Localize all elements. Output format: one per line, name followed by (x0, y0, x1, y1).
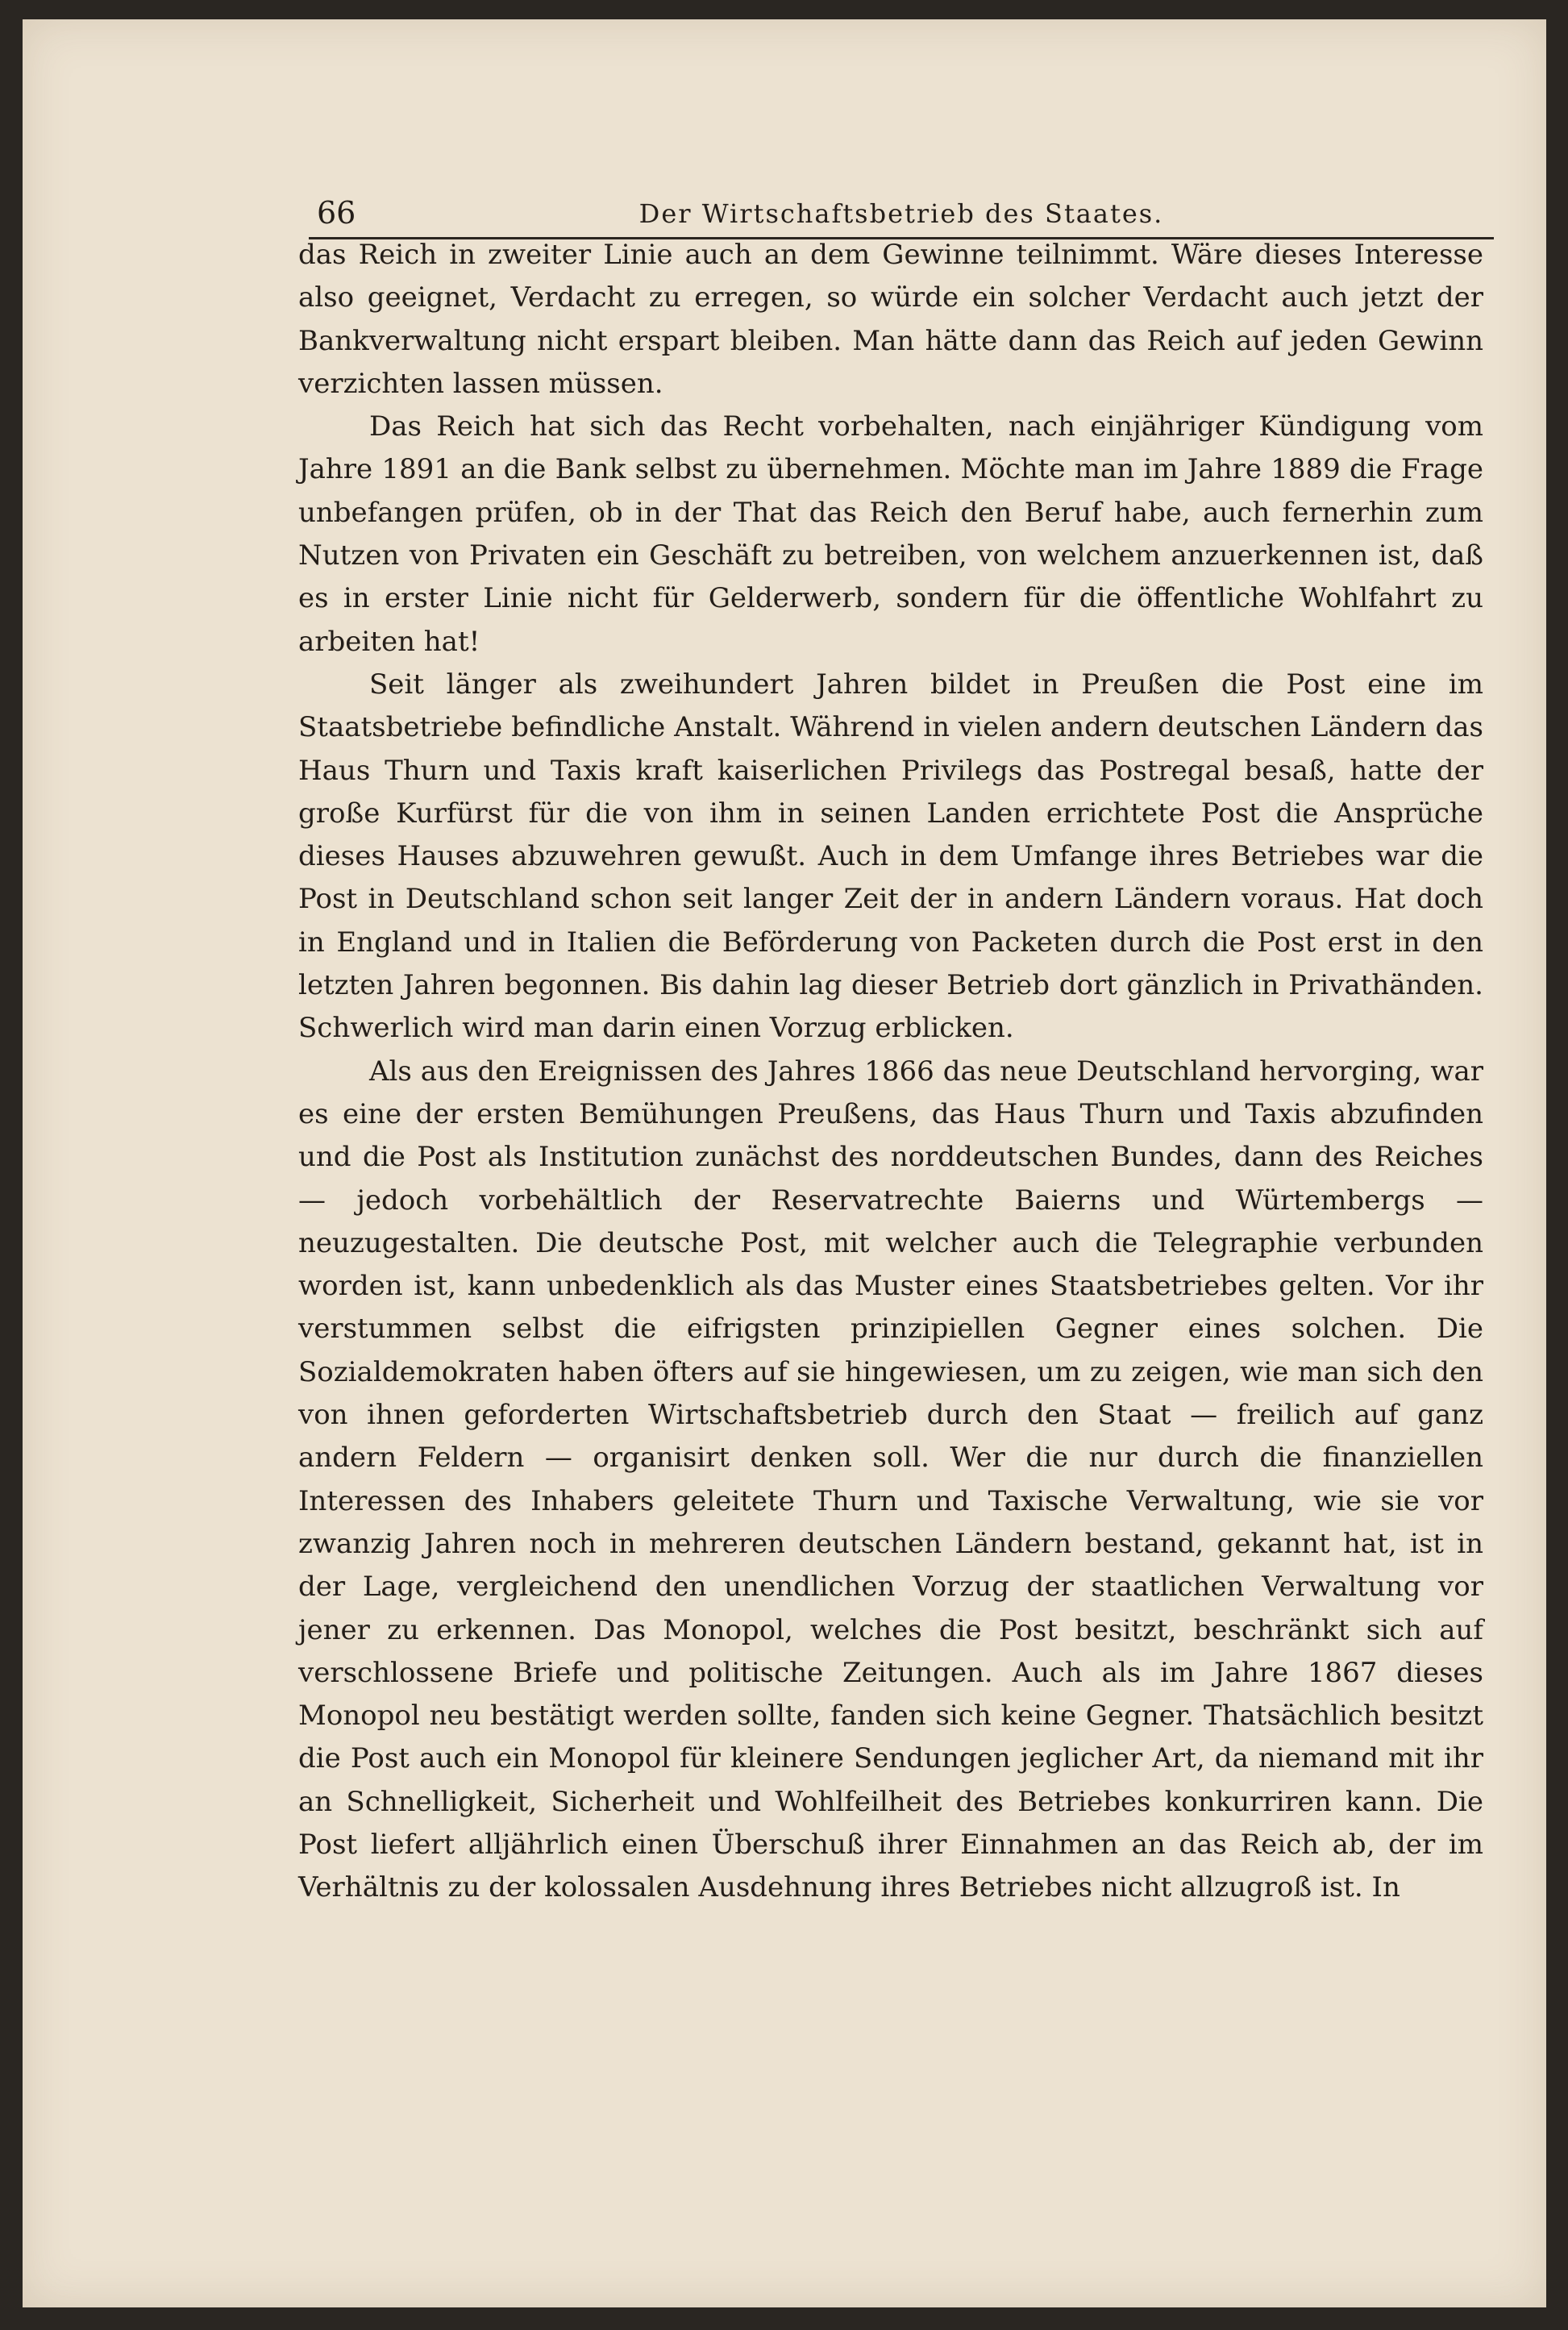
paragraph-2: Das Reich hat sich das Recht vorbehalten, nach einjähriger Kündigung vom Jahre 1891 an die Bank selbst zu übernehmen. Möchte man im Jahre 1889 die Frage unbefangen prüfen, ob in der That das Reich den Beruf habe, auch fernerhin zum Nutzen von Privaten ein Geschäft zu betreiben, von welchem anzuerkennen ist, daß es in erster Linie nicht für Gelderwerb, sondern für die öffentliche Wohlfahrt zu arbeiten hat! (298, 410, 1483, 658)
paragraph-1: das Reich in zweiter Linie auch an dem Gewinne teilnimmt. Wäre dieses Interesse also geeignet, Verdacht zu erregen, so würde ein solcher Verdacht auch jetzt der Bankverwaltung nicht erspart bleiben. Man hätte dann das Reich auf jeden Gewinn verzichten lassen müssen. (298, 239, 1483, 400)
page-header (309, 181, 1494, 239)
paragraph-3: Seit länger als zweihundert Jahren bildet in Preußen die Post eine im Staatsbetriebe befindliche Anstalt. Während in vielen andern deutschen Ländern das Haus Thurn und Taxis kraft kaiserlichen Privilegs das Postregal besaß, hatte der große Kurfürst für die von ihm in seinen Landen errichtete Post die Ansprüche dieses Hauses abzuwehren gewußt. Auch in dem Umfange ihres Betriebes war die Post in Deutschland schon seit langer Zeit der in andern Ländern voraus. Hat doch in England und in Italien die Beförderung von Packeten durch die Post erst in den letzten Jahren begonnen. Bis dahin lag dieser Betrieb dort gänzlich in Privathänden. Schwerlich wird man darin einen Vorzug erblicken. (298, 668, 1483, 1045)
paragraph-4: Als aus den Ereignissen des Jahres 1866 das neue Deutschland hervorging, war es eine der ersten Bemühungen Preußens, das Haus Thurn und Taxis abzufinden und die Post als Institution zunächst des norddeutschen Bundes, dann des Reiches — jedoch vorbehältlich der Reservatrechte Baierns und Würtembergs — neuzugestalten. Die deutsche Post, mit welcher auch die Telegraphie verbunden worden ist, kann unbedenklich als das Muster eines Staatsbetriebes gelten. Vor ihr verstummen selbst die eifrigsten prinzipiellen Gegner eines solchen. Die Sozialdemokraten haben öfters auf sie hingewiesen, um zu zeigen, wie man sich den von ihnen geforderten Wirtschaftsbetrieb durch den Staat — freilich auf ganz andern Feldern — organisirt denken soll. Wer die nur durch die finanziellen Interessen des Inhabers geleitete Thurn und Taxische Verwaltung, wie sie vor zwanzig Jahren noch in mehreren deutschen Ländern bestand, gekannt hat, ist in der Lage, vergleichend den unendlichen Vorzug der staatlichen Verwaltung vor jener zu erkennen. Das Monopol, welches die Post besitzt, beschränkt sich auf verschlossene Briefe und politische Zeitungen. Auch als im Jahre 1867 dieses Monopol neu bestätigt werden sollte, fanden sich keine Gegner. Thatsächlich besitzt die Post auch ein Monopol für kleinere Sendungen jeglicher Art, da niemand mit ihr an Schnelligkeit, Sicherheit und Wohlfeilheit des Betriebes konkurriren kann. Die Post liefert alljährlich einen Überschuß ihrer Einnahmen an das Reich ab, der im Verhältnis zu der kolossalen Ausdehnung ihres Betriebes nicht allzugroß ist. In (298, 1055, 1483, 1904)
body-text (298, 234, 1483, 1910)
page-number: 66 (317, 195, 356, 231)
running-title: Der Wirtschaftsbetrieb des Staates. (638, 198, 1164, 229)
